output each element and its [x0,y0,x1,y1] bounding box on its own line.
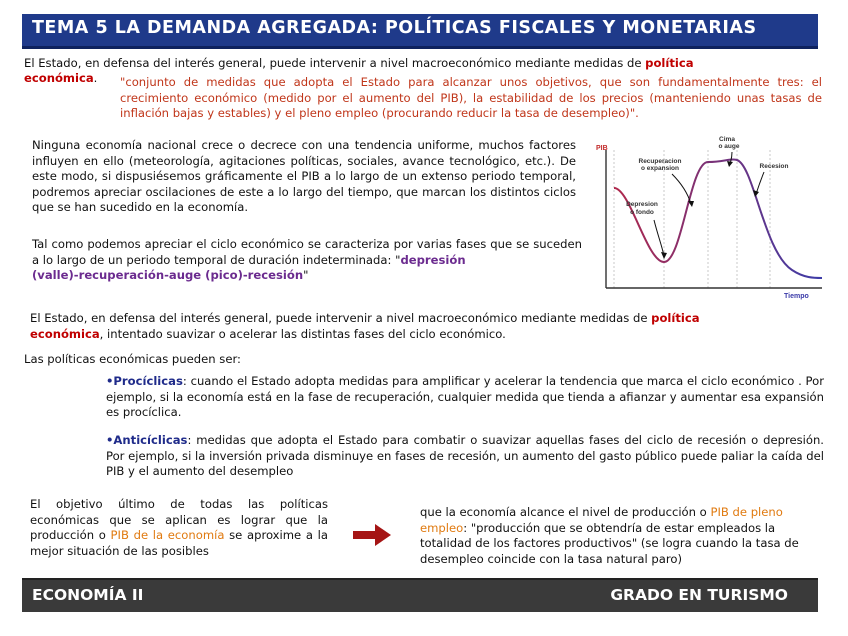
y-axis-label: PIB [596,145,608,152]
intro-paragraph [24,56,824,72]
economic-cycle-chart [592,132,830,304]
page-title: TEMA 5 LA DEMANDA AGREGADA: POLÍTICAS FISCALES Y MONETARIAS [32,18,757,38]
procyclical-item [106,374,824,421]
phases-paragraph [32,237,582,268]
countercyclical-text: : medidas que adopta el Estado para combatir o suavizar aquellas fases del ciclo de recesión o depresión. Por ejemplo, si la inversión privada disminuye en fases de recesión, un aumento del gasto público puede paliar la caída del PIB y el aumento del desempleo [106,433,824,479]
bullet: • [106,374,114,388]
cycle-paragraph: Ninguna economía nacional crece o decrece con una tendencia uniforme, muchos factores influyen en ello (meteorología, agitaciones políticas, sociales, avance tecnológico, etc.). De este modo, si dispusiésemos gráficamente el PIB a lo largo de un extenso periodo temporal, podremos apreciar oscilaciones de este a lo largo del tiempo, que marcan los distintos ciclos que se han sucedido en la economía. [32,138,576,215]
procyclical-label: Procíclicas [113,374,183,388]
cycle-curve [614,159,822,278]
objective-left-text-after: se aproxime a la mejor situación de las posibles [30,528,328,558]
phases-sequence: (valle)-recuperación-auge (pico)-recesión [32,268,304,282]
phase-depression: depresión [400,252,466,267]
objective-right-text: que la economía alcance el nivel de producción o [420,505,711,519]
state-text: El Estado, en defensa del interés general, puede intervenir a nivel macroeconómico mediante medidas de [30,311,652,325]
intro-text: El Estado, en defensa del interés general, puede intervenir a nivel macroeconómico mediante medidas de [24,56,646,70]
intro-line2 [24,71,124,87]
intro-highlight-2: económica [24,71,94,85]
state-highlight-2: económica [30,327,100,341]
intro-highlight-1: política [645,56,694,70]
x-axis-label: Tiempo [784,293,809,300]
arrowhead [727,161,733,167]
footer-course: ECONOMÍA II [32,586,144,604]
state-text-after: , intentado suavizar o acelerar las distintas fases del ciclo económico. [99,327,506,341]
bullet: • [106,433,114,447]
title-bar [22,14,818,49]
trough-arrow [654,220,664,256]
arrowhead [661,252,667,259]
footer-bar [22,578,818,612]
intro-period: . [93,71,98,85]
objective-right-text-after: : "producción que se obtendría de estar empleados la totalidad de los factores productivos" (se logra cuando la tasa de desempleo coincide con la tasa natural paro) [420,520,799,566]
phases-text: Tal como podemos apreciar el ciclo económico se caracteriza por varias fases que se suceden a lo largo de un periodo temporal de duración indeterminada: " [32,237,582,267]
countercyclical-label: Anticíclicas [113,433,188,447]
objective-left-highlight: PIB de la economía [110,528,225,543]
state-highlight-1: política [651,311,700,325]
peak-label: Cima [719,136,735,143]
phases-line2 [32,268,432,284]
recovery-label: Recuperacion [638,158,682,165]
policies-intro: Las políticas económicas pueden ser: [24,352,241,366]
state-line2 [30,327,830,343]
recession-arrow [756,172,764,194]
recovery-arrow [672,174,691,204]
state-paragraph [30,311,830,327]
procyclical-text: : cuando el Estado adopta medidas para amplificar y acelerar la tendencia que marca el ciclo económico . Por ejemplo, si la economía está en la fase de recuperación, cualquier medida que tienda a afianzar y aumentar esa expansión es procíclica. [106,374,824,420]
objective-left [30,497,328,559]
peak-label: o auge [718,143,740,150]
footer-degree: GRADO EN TURISMO [610,586,788,604]
objective-right [420,505,818,567]
trough-label: o fondo [630,209,654,216]
right-arrow-icon [353,524,393,546]
objective-right-highlight: PIB de pleno empleo [420,505,783,535]
intro-quote: "conjunto de medidas que adopta el Estado para alcanzar unos objetivos, que son fundamentalmente tres: el crecimiento económico (medido por el aumento del PIB), la estabilidad de los precios (manteniendo unas tasas de inflación bajas y estables) y el pleno empleo (procurando reducir la tasa de desempleo)". [120,75,822,121]
countercyclical-item [106,433,824,480]
recovery-label: o expansion [641,165,679,172]
recession-label: Recesion [759,163,789,170]
trough-label: Depresion [626,201,658,208]
objective-left-text: El objetivo último de todas las políticas económicas que se aplican es lograr que la producción o [30,497,328,543]
phases-closing: " [303,268,309,282]
